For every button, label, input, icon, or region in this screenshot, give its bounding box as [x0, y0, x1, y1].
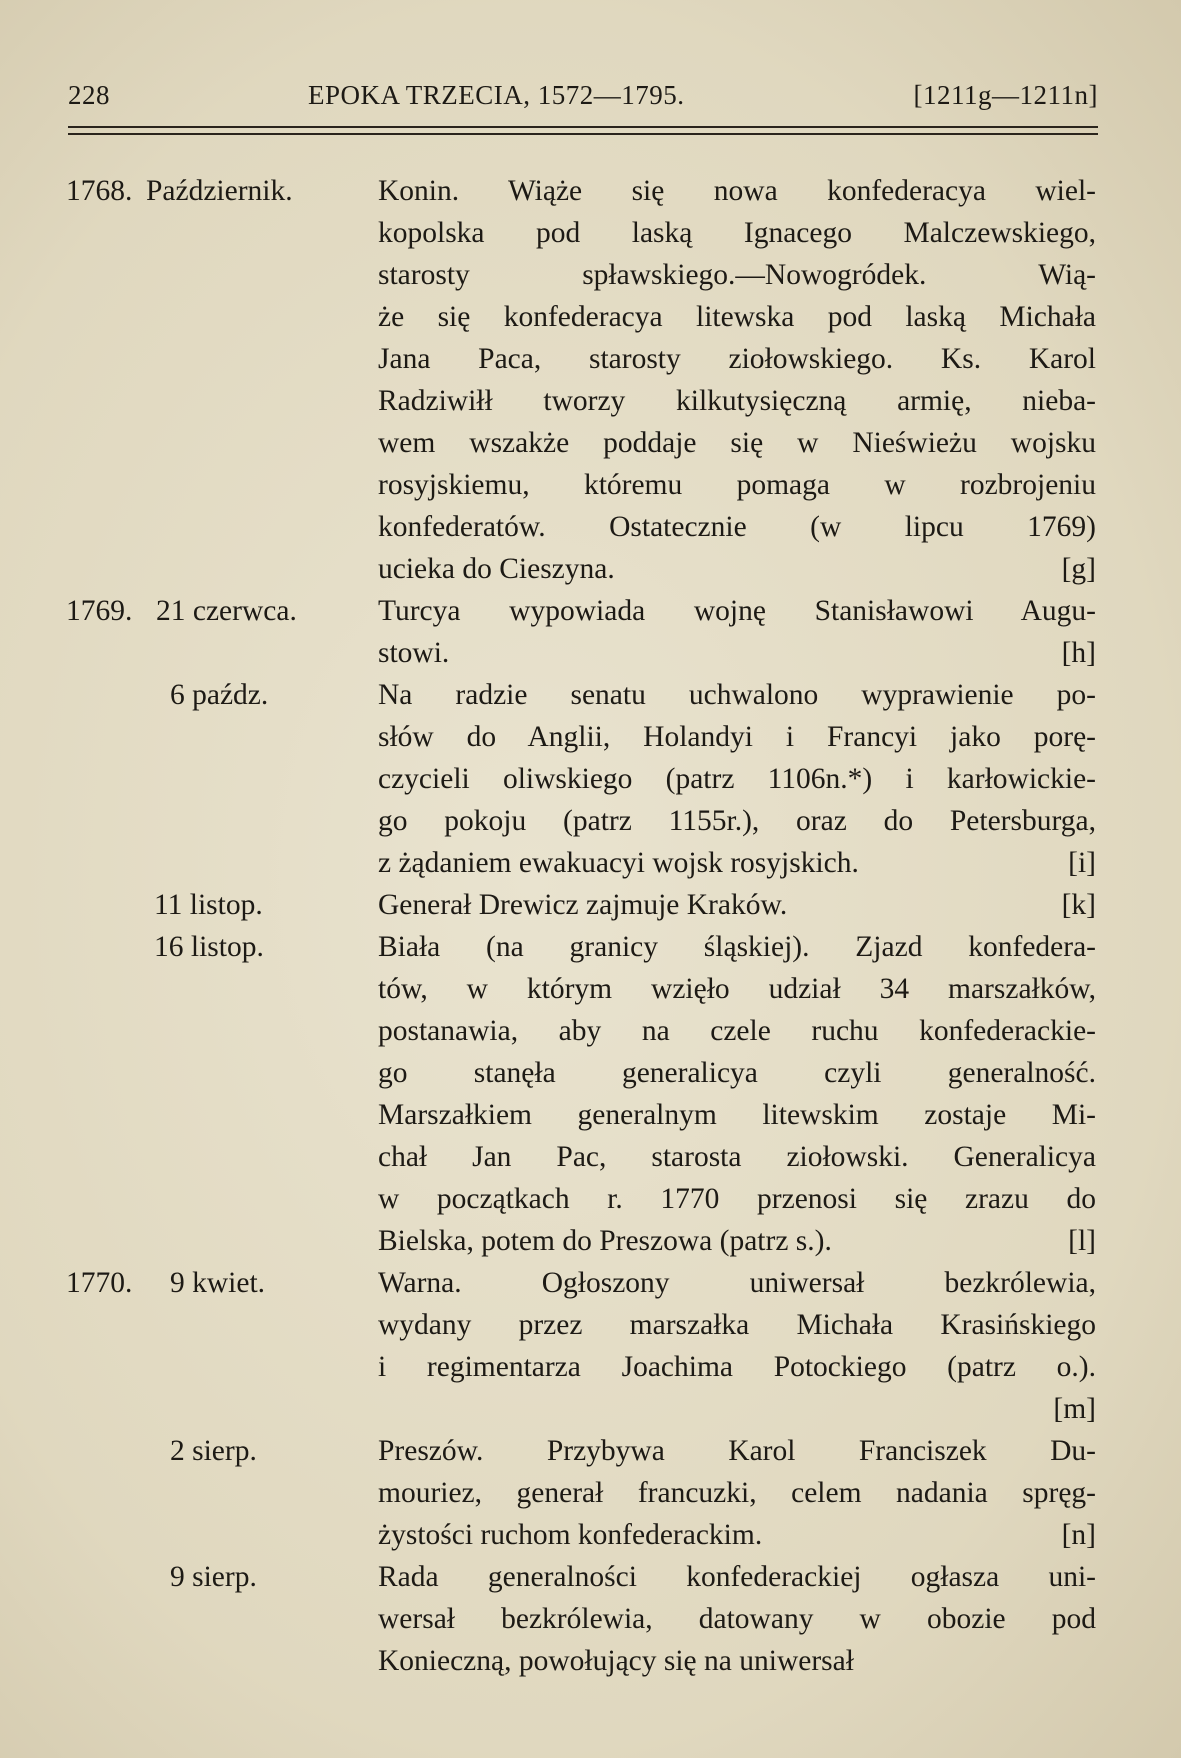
entry-line-text: w początkach r. 1770 przenosi się zrazu do [378, 1183, 1096, 1215]
entry-line [378, 1556, 1096, 1598]
entry-line [378, 842, 1096, 884]
entry-line-text: Biała (na granicy śląskiej). Zjazd konfedera- [378, 931, 1096, 963]
entry-line-text: stowi. [378, 637, 450, 669]
entry-date [66, 674, 366, 716]
entry-reference-mark: [l] [1068, 1225, 1096, 1257]
entry-line [378, 758, 1096, 800]
running-title: EPOKA TRZECIA, 1572—1795. [308, 80, 685, 110]
entry-date [66, 170, 366, 212]
entry-line [378, 1262, 1096, 1304]
entry-line-text: Rada generalności konfederackiej ogłasza uni- [378, 1561, 1096, 1593]
entry-text [378, 884, 1096, 926]
entry-reference-mark: [m] [1053, 1393, 1096, 1425]
entry-line-text: Generał Drewicz zajmuje Kraków. [378, 889, 788, 921]
entry-text [378, 1556, 1096, 1682]
entry-line [378, 1220, 1096, 1262]
entry-reference-mark: [h] [1061, 637, 1096, 669]
chronology-entry [66, 1262, 1106, 1430]
entry-line [378, 338, 1096, 380]
entry-date [66, 926, 366, 968]
entry-line-text: wydany przez marszałka Michała Krasińskiego [378, 1309, 1096, 1341]
entry-line [378, 296, 1096, 338]
entry-line [378, 716, 1096, 758]
entry-line-text: Konieczną, powołujący się na uniwersał [378, 1645, 854, 1677]
entry-line [378, 1094, 1096, 1136]
entry-line-text: tów, w którym wzięło udział 34 marszałków, [378, 973, 1096, 1005]
entry-reference-mark: [i] [1068, 847, 1096, 879]
entry-line [378, 1388, 1096, 1430]
entry-text [378, 170, 1096, 590]
entry-day-month: 6 paźdz. [170, 679, 269, 711]
entry-line-text: Preszów. Przybywa Karol Franciszek Du- [378, 1435, 1096, 1467]
entry-line-text: kopolska pod laską Ignacego Malczewskiego, [378, 217, 1096, 249]
entry-line-text: ucieka do Cieszyna. [378, 553, 615, 585]
entry-line-text: go stanęła generalicya czyli generalność. [378, 1057, 1096, 1089]
entry-line-text: mouriez, generał francuzki, celem nadania spręg- [378, 1477, 1096, 1509]
entry-line [378, 1472, 1096, 1514]
chronology-entry [66, 884, 1106, 926]
entry-line-text: czycieli oliwskiego (patrz 1106n.*) i karłowickie- [378, 763, 1096, 795]
entry-line [378, 800, 1096, 842]
entry-year: 1769. [66, 595, 133, 627]
entry-range: [1211g—1211n] [913, 80, 1098, 110]
chronology-entry [66, 1556, 1106, 1682]
entry-line [378, 968, 1096, 1010]
entry-line [378, 1304, 1096, 1346]
entry-reference-mark: [n] [1061, 1519, 1096, 1551]
entry-line-text: Warna. Ogłoszony uniwersał bezkrólewia, [378, 1267, 1096, 1299]
entry-line [378, 548, 1096, 590]
entry-reference-mark: [k] [1061, 889, 1096, 921]
entry-line [378, 1598, 1096, 1640]
entry-line-text: Konin. Wiąże się nowa konfederacya wiel- [378, 175, 1096, 207]
entry-line [378, 380, 1096, 422]
entry-line [378, 1178, 1096, 1220]
entry-line [378, 632, 1096, 674]
entry-line [378, 1052, 1096, 1094]
entry-line [378, 254, 1096, 296]
entry-line-text: Turcya wypowiada wojnę Stanisławowi Augu- [378, 595, 1096, 627]
entry-day-month: 9 kwiet. [170, 1267, 266, 1299]
entry-line [378, 464, 1096, 506]
chronology-entries [66, 170, 1106, 1682]
entry-line [378, 1010, 1096, 1052]
entry-line-text: konfederatów. Ostatecznie (w lipcu 1769) [378, 511, 1096, 543]
entry-line [378, 1430, 1096, 1472]
entry-day-month: 9 sierp. [170, 1561, 257, 1593]
entry-line [378, 1640, 1096, 1682]
entry-line [378, 884, 1096, 926]
entry-line-text: starosty spławskiego.—Nowogródek. Wią- [378, 259, 1096, 291]
entry-line [378, 1514, 1096, 1556]
entry-reference-mark: [g] [1061, 553, 1096, 585]
entry-date [66, 1262, 366, 1304]
chronology-entry [66, 590, 1106, 674]
entry-day-month: 11 listop. [154, 889, 263, 921]
entry-year: 1768. [66, 175, 133, 207]
entry-line-text: Na radzie senatu uchwalono wyprawienie po- [378, 679, 1096, 711]
entry-day-month: 16 listop. [154, 931, 264, 963]
entry-line-text: postanawia, aby na czele ruchu konfederackie- [378, 1015, 1096, 1047]
page-number: 228 [68, 80, 110, 110]
entry-text [378, 926, 1096, 1262]
entry-line-text: wersał bezkrólewia, datowany w obozie pod [378, 1603, 1096, 1635]
entry-day-month: Październik. [146, 175, 293, 207]
entry-line [378, 926, 1096, 968]
entry-line [378, 170, 1096, 212]
entry-line [378, 422, 1096, 464]
entry-line [378, 1136, 1096, 1178]
entry-line-text: słów do Anglii, Holandyi i Francyi jako porę- [378, 721, 1096, 753]
entry-line [378, 506, 1096, 548]
entry-line-text: chał Jan Pac, starosta ziołowski. Generalicya [378, 1141, 1096, 1173]
entry-line-text: z żądaniem ewakuacyi wojsk rosyjskich. [378, 847, 859, 879]
chronology-entry [66, 1430, 1106, 1556]
entry-day-month: 2 sierp. [170, 1435, 257, 1467]
chronology-entry [66, 674, 1106, 884]
entry-line-text: że się konfederacya litewska pod laską Michała [378, 301, 1096, 333]
chronology-entry [66, 926, 1106, 1262]
entry-date [66, 590, 366, 632]
entry-day-month: 21 czerwca. [156, 595, 297, 627]
entry-line-text: Bielska, potem do Preszowa (patrz s.). [378, 1225, 832, 1257]
entry-date [66, 884, 366, 926]
chronology-entry [66, 170, 1106, 590]
entry-line-text: Jana Paca, starosty ziołowskiego. Ks. Karol [378, 343, 1096, 375]
entry-text [378, 1262, 1096, 1430]
entry-line-text: go pokoju (patrz 1155r.), oraz do Petersburga, [378, 805, 1096, 837]
entry-text [378, 590, 1096, 674]
entry-line [378, 1346, 1096, 1388]
entry-line-text: wem wszakże poddaje się w Nieświeżu wojsku [378, 427, 1096, 459]
entry-line [378, 674, 1096, 716]
entry-line [378, 212, 1096, 254]
entry-date [66, 1556, 366, 1598]
entry-line-text: żystości ruchom konfederackim. [378, 1519, 763, 1551]
entry-line-text: i regimentarza Joachima Potockiego (patrz o.). [378, 1351, 1096, 1383]
entry-line-text: Marszałkiem generalnym litewskim zostaje Mi- [378, 1099, 1096, 1131]
entry-date [66, 1430, 366, 1472]
entry-line [378, 590, 1096, 632]
entry-line-text: rosyjskiemu, któremu pomaga w rozbrojeniu [378, 469, 1096, 501]
header-rule [68, 126, 1098, 135]
running-header [68, 80, 1098, 120]
entry-text [378, 674, 1096, 884]
entry-year: 1770. [66, 1267, 133, 1299]
entry-text [378, 1430, 1096, 1556]
entry-line-text: Radziwiłł tworzy kilkutysięczną armię, nieba- [378, 385, 1096, 417]
